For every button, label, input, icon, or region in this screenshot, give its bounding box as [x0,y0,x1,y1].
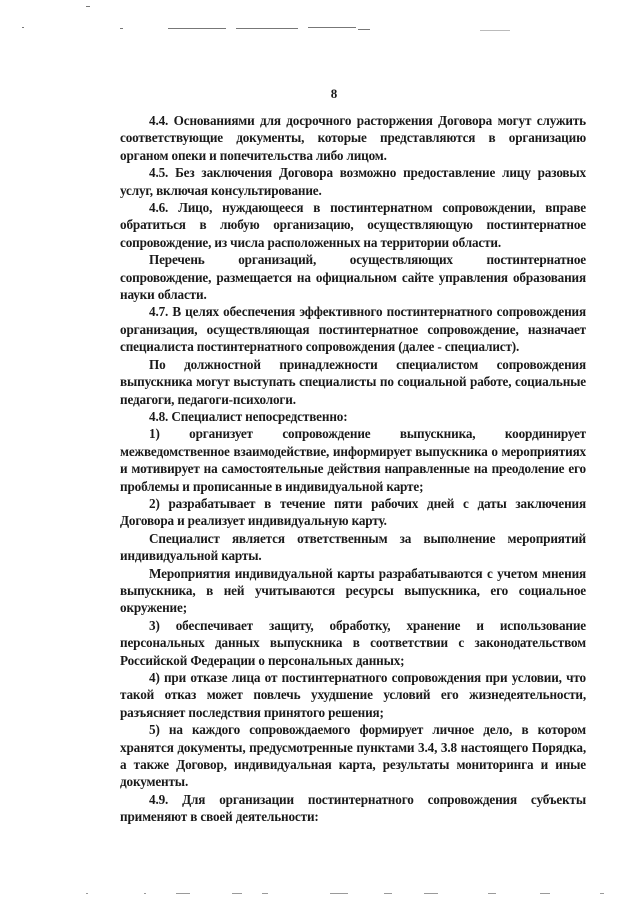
paragraph-card-activities: Мероприятия индивидуальной карты разрабатываются с учетом мнения выпускника, в ней учитываются ресурсы выпускника, его социальное окружение; [120,565,586,616]
scan-artifact-line [308,27,356,28]
scan-artifact-line [120,28,123,29]
scan-artifact-noise [0,893,640,899]
list-item-3: 3) обеспечивает защиту, обработку, хранение и использование персональных данных выпускника в соответствии с законодательством Российской Федерации о персональных данных; [120,617,586,668]
paragraph-specialist-responsibility: Специалист является ответственным за выполнение мероприятий индивидуальной карты. [120,530,586,564]
page-number: 8 [330,86,338,101]
paragraph-4-9: 4.9. Для организации постинтернатного сопровождения субъекты применяют в своей деятельности: [120,791,586,825]
scan-artifact-line [22,27,24,28]
scan-artifact-line [480,30,510,31]
paragraph-4-6: 4.6. Лицо, нуждающееся в постинтернатном сопровождении, вправе обратиться в любую организацию, осуществляющую постинтернатное сопровождение, из числа расположенных на территории области. [120,200,586,250]
list-item-4: 4) при отказе лица от постинтернатного сопровождения при условии, что такой отказ может повлечь ухудшение условий его жизнедеятельности, разъясняет последствия принятого решения; [120,670,586,720]
scan-artifact-line [236,28,298,29]
paragraph-4-5: 4.5. Без заключения Договора возможно предоставление лицу разовых услуг, включая консультирование. [120,165,586,198]
scan-artifact-line [168,28,226,29]
list-item-2: 2) разрабатывает в течение пяти рабочих дней с даты заключения Договора и реализует индивидуальную карту. [120,495,586,529]
paragraph-4-7: 4.7. В целях обеспечения эффективного постинтернатного сопровождения организация, осуществляющая постинтернатное сопровождение, назначает специалиста постинтернатного сопровождения (далее - специалист). [120,304,586,355]
paragraph-organizations-list: Перечень организаций, осуществляющих постинтернатное сопровождение, размещается на официальном сайте управления образования науки области. [120,252,586,303]
list-item-5: 5) на каждого сопровождаемого формирует личное дело, в котором хранятся документы, предусмотренные пунктами 3.4, 3.8 настоящего Порядка, а также Договор, индивидуальная карта, результаты мониторинга и иные документы. [120,722,586,790]
list-item-1: 1) организует сопровождение выпускника, координирует межведомственное взаимодействие, информирует выпускника о мероприятиях и мотивирует на самостоятельные действия направленные на преодоление его проблемы и прописанные в индивидуальной карте; [120,426,586,494]
document-body [120,112,586,826]
paragraph-4-8: 4.8. Специалист непосредственно: [149,408,348,424]
paragraph-specialists: По должностной принадлежности специалистом сопровождения выпускника могут выступать специалисты по социальной работе, социальные педагоги, педагоги-психологи. [120,356,586,407]
scan-artifact-line [358,29,370,30]
scan-artifact-line [86,6,90,7]
paragraph-4-4: 4.4. Основаниями для досрочного расторжения Договора могут служить соответствующие документы, которые представляются в организацию органом опеки и попечительства либо лицом. [120,113,586,163]
